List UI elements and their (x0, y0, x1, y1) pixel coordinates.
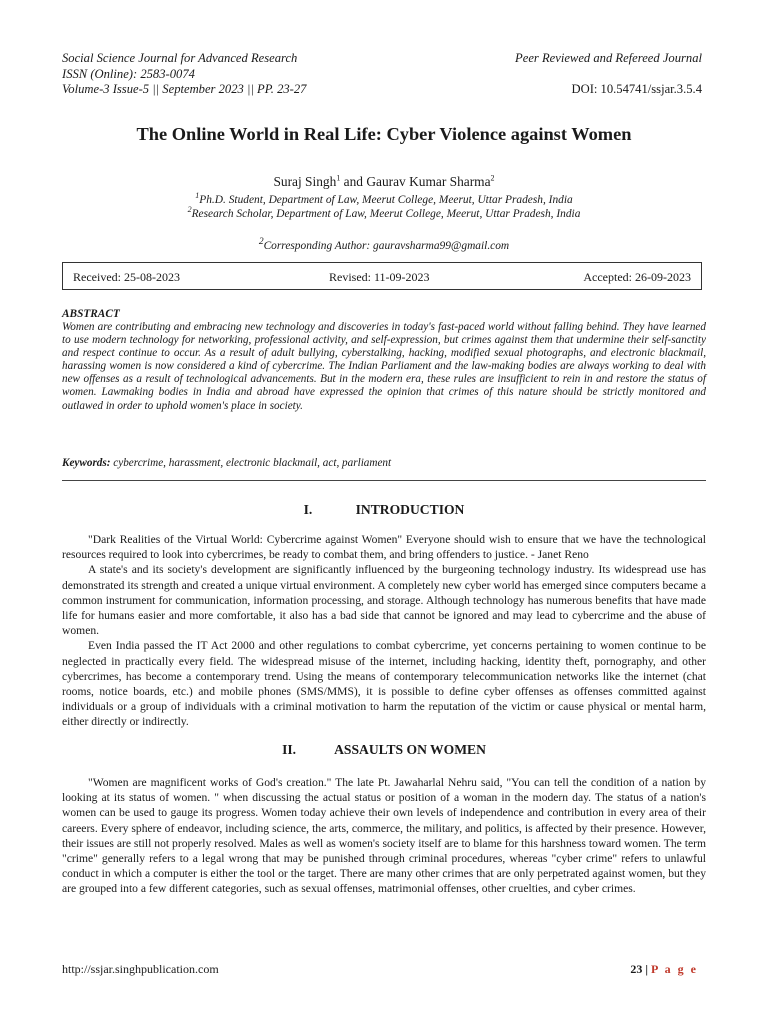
keywords (62, 457, 706, 469)
affiliation-1: $^1$Ph.D. Student, Department of Law, Meerut College, Meerut, Uttar Pradesh, India (195, 191, 573, 206)
corresponding-author: $^2$Corresponding Author: gauravsharma99@gmail.com (258, 237, 510, 252)
page-number: 23 | P a g e (630, 962, 698, 976)
doi: DOI: 10.54741/ssjar.3.5.4 (571, 82, 702, 96)
paragraph: "Dark Realities of the Virtual World: Cybercrime against Women" Everyone should wish to ensure that we have the technological resources required to look into cybercrimes, be ready to combat them, and bring offenders to justice. - Janet Reno (62, 533, 706, 562)
author-1: Suraj Singh (273, 174, 337, 189)
author-1-sup: 1 (336, 173, 341, 183)
keywords-label: Keywords: (62, 457, 111, 469)
author-2: and Gaurav Kumar Sharma (340, 174, 491, 189)
author-line (0, 174, 768, 190)
section-number: II. (282, 742, 297, 757)
journal-name: Social Science Journal for Advanced Research (62, 51, 298, 65)
section-title: INTRODUCTION (355, 502, 465, 517)
abstract-heading: ABSTRACT (62, 308, 120, 320)
journal-issn: ISSN (Online): 2583-0074 (62, 66, 195, 81)
section-heading-introduction (0, 502, 768, 518)
dates-box (62, 262, 702, 290)
keywords-text: cybercrime, harassment, electronic blackmail, act, parliament (110, 457, 392, 469)
received-date: Received: 25-08-2023 (73, 270, 180, 284)
section-heading-assaults (0, 742, 768, 758)
accepted-date: Accepted: 26-09-2023 (583, 270, 691, 284)
abstract-text: Women are contributing and embracing new technology and discoveries in today's fast-paced world without falling behind. They have learned to use modern technology for networking, professional activity, and self-expression, but crimes against them that undermine their self-sanctity and respect continue to occur. As a result of adult bullying, cyberstalking, hacking, modified sexual photographs, and electronic blackmail, harassing women is now considered a kind of cybercrime. The Indian Parliament and the law-making bodies are always working to deal with new offenses as a result of technological advancements. But in the modern era, these rules are insufficient to rein in and restore the status of women. Lawmaking bodies in India and abroad have expressed the opinion that crimes of this nature should be strictly monitored and outlawed in order to uphold women's place in society. (62, 321, 706, 412)
journal-url-link[interactable]: http://ssjar.singhpublication.com (62, 962, 219, 976)
author-2-sup: 2 (490, 173, 495, 183)
introduction-body (62, 532, 706, 730)
peer-review-note: Peer Reviewed and Refereed Journal (515, 51, 702, 65)
assaults-body (62, 775, 706, 897)
journal-volume: Volume-3 Issue-5 || September 2023 || PP. 23-27 (62, 82, 307, 96)
paragraph: "Women are magnificent works of God's creation." The late Pt. Jawaharlal Nehru said, "You can tell the condition of a nation by looking at its status of women. " when discussing the actual status or position of a woman in the modern day. The status of a nation's women can be used to gauge its progress. Women today achieve their own levels of independence and contribution in every area of their careers. Every sphere of endeavor, including science, the arts, commerce, the military, and politics, is affected by their presence. However, their issues are still not properly resolved. Males as well as women's society itself are to blame for this harshness toward women. The term "crime" generally refers to a legal wrong that may be punished through criminal procedures, whereas "cyber crime" refers to unlawful conduct in which a computer is either the tool or the target. There are many other crimes that are only perpetrated against women, but they are grouped into a few different categories, such as sexual offenses, matrimonial offenses, other cruelties, and cyber crimes. (62, 776, 706, 896)
section-title: ASSAULTS ON WOMEN (334, 742, 486, 757)
paragraph: Even India passed the IT Act 2000 and other regulations to combat cybercrime, yet concerns pertaining to women continue to be neglected in practically every field. The widespread misuse of the internet, including hacking, identity theft, pornography, and other cybercrimes, has become a contemporary trend. Using the means of contemporary telecommunication networks like the internet (chat rooms, notice boards, etc.) and mobile phones (SMS/MMS), it is possible to define cyber offenses as offenses committed against individuals or a group of individuals with a criminal motivation to harm the reputation of the victim or cause physical or mental harm, either directly or indirectly. (62, 639, 706, 729)
revised-date: Revised: 11-09-2023 (329, 270, 430, 284)
affiliation-2: $^2$Research Scholar, Department of Law, Meerut College, Meerut, Uttar Pradesh, India (187, 205, 581, 220)
section-number: I. (303, 502, 313, 517)
journal-header (62, 51, 306, 98)
divider (62, 480, 706, 481)
paper-title: The Online World in Real Life: Cyber Violence against Women (136, 124, 632, 144)
paragraph: A state's and its society's development are significantly influenced by the burgeoning technology industry. Its widespread use has demonstrated its strength and created a unique virtual environment. A completely new cyber world has emerged since computers became a common instrument for communication, information processing, and storage. Although technology has numerous benefits that have made life for humans easier and more comfortable, it also has a bad side that cannot be ignored and may lead to cybercrime and the abuse of women. (62, 563, 706, 638)
